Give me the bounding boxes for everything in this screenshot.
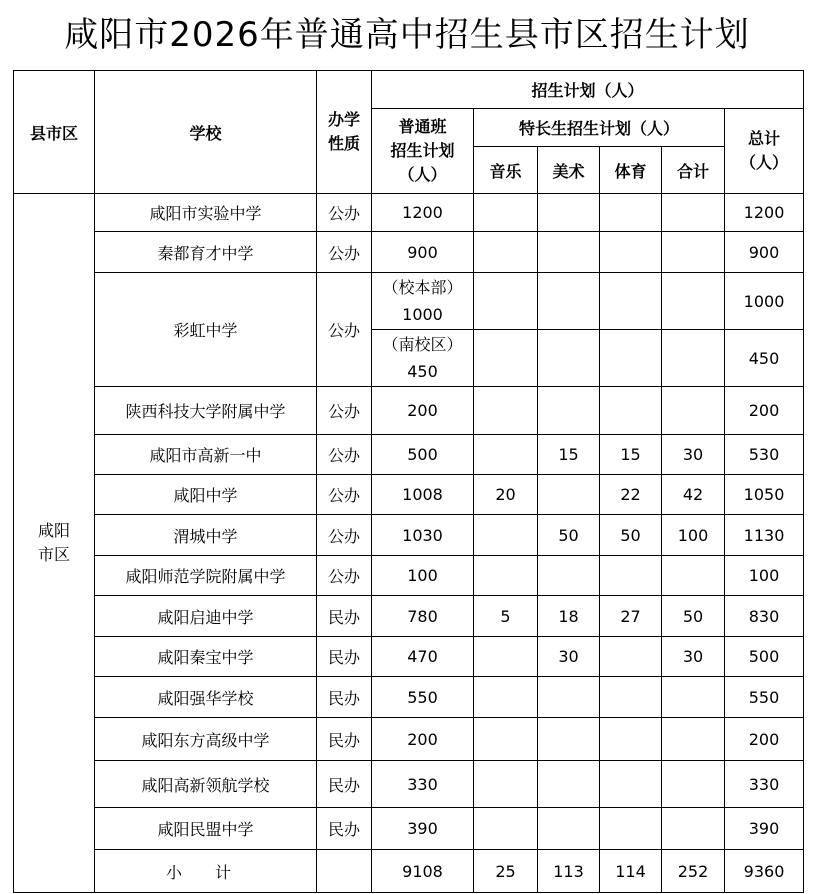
- regular-cell: 550: [372, 677, 474, 718]
- music-cell: [474, 515, 538, 556]
- pe-cell: 50: [600, 515, 662, 556]
- school-cell: 陕西科技大学附属中学: [95, 387, 317, 435]
- regular-cell: 1030: [372, 515, 474, 556]
- total-cell: 900: [725, 232, 804, 273]
- art-cell: [538, 475, 600, 515]
- subtotal-regular: 9108: [372, 850, 474, 893]
- pe-cell: [600, 718, 662, 761]
- special-sum-cell: [662, 808, 725, 850]
- table-row: [14, 475, 804, 515]
- total-cell: 1200: [725, 194, 804, 232]
- total-cell: 1000: [725, 273, 804, 330]
- table-row: [14, 232, 804, 273]
- nature-cell: 公办: [317, 232, 372, 273]
- table-row: [14, 435, 804, 475]
- school-cell: 咸阳民盟中学: [95, 808, 317, 850]
- subtotal-music: 25: [474, 850, 538, 893]
- art-cell: [538, 387, 600, 435]
- total-cell: 450: [725, 330, 804, 387]
- pe-cell: [600, 273, 662, 330]
- regular-cell: 780: [372, 596, 474, 637]
- nature-cell: 公办: [317, 387, 372, 435]
- special-sum-cell: 42: [662, 475, 725, 515]
- nature-cell: 民办: [317, 637, 372, 677]
- pe-cell: [600, 194, 662, 232]
- art-cell: 18: [538, 596, 600, 637]
- school-cell: 咸阳师范学院附属中学: [95, 556, 317, 596]
- total-cell: 1050: [725, 475, 804, 515]
- school-header: 学校: [95, 71, 317, 194]
- pe-cell: [600, 232, 662, 273]
- total-cell: 830: [725, 596, 804, 637]
- regular-cell: 470: [372, 637, 474, 677]
- page-title: 咸阳市2026年普通高中招生县市区招生计划: [64, 15, 750, 55]
- county-header: 县市区: [14, 71, 95, 194]
- school-cell: 咸阳秦宝中学: [95, 637, 317, 677]
- regular-cell: 900: [372, 232, 474, 273]
- regular-header-line: 普通班: [398, 117, 447, 136]
- special-plan-header: 特长生招生计划（人）: [474, 109, 725, 147]
- total-cell: 200: [725, 718, 804, 761]
- music-cell: [474, 330, 538, 387]
- header-row: [14, 71, 804, 109]
- special-sum-cell: 30: [662, 435, 725, 475]
- nature-header: [317, 71, 372, 194]
- special-sum-cell: [662, 330, 725, 387]
- enrollment-plan-table: [13, 70, 804, 893]
- total-cell: 330: [725, 761, 804, 808]
- campus-label: （南校区）: [382, 335, 463, 354]
- pe-cell: [600, 637, 662, 677]
- special-sum-cell: [662, 556, 725, 596]
- art-cell: [538, 761, 600, 808]
- total-header-line: （人）: [740, 153, 789, 172]
- school-cell: 咸阳市实验中学: [95, 194, 317, 232]
- regular-cell-south-campus: [372, 330, 474, 387]
- total-cell: 550: [725, 677, 804, 718]
- school-cell: 秦都育才中学: [95, 232, 317, 273]
- table-row: [14, 556, 804, 596]
- table-row: [14, 515, 804, 556]
- music-cell: [474, 435, 538, 475]
- campus-value: 450: [407, 362, 438, 381]
- special-sum-cell: 50: [662, 596, 725, 637]
- total-cell: 500: [725, 637, 804, 677]
- table-row: [14, 718, 804, 761]
- music-cell: 5: [474, 596, 538, 637]
- school-cell: 咸阳中学: [95, 475, 317, 515]
- music-cell: [474, 387, 538, 435]
- pe-cell: [600, 761, 662, 808]
- total-cell: 390: [725, 808, 804, 850]
- regular-cell: 500: [372, 435, 474, 475]
- regular-cell: 1008: [372, 475, 474, 515]
- campus-label: （校本部）: [382, 278, 463, 297]
- school-cell: 咸阳高新领航学校: [95, 761, 317, 808]
- table-row: [14, 596, 804, 637]
- nature-cell: 公办: [317, 556, 372, 596]
- subtotal-special-sum: 252: [662, 850, 725, 893]
- pe-cell: 27: [600, 596, 662, 637]
- table-row: [14, 273, 804, 330]
- total-cell: 200: [725, 387, 804, 435]
- special-sum-cell: [662, 387, 725, 435]
- regular-cell-main-campus: [372, 273, 474, 330]
- county-cell: [14, 194, 95, 893]
- art-cell: 15: [538, 435, 600, 475]
- special-sum-header: 合计: [662, 147, 725, 194]
- subtotal-art: 113: [538, 850, 600, 893]
- nature-cell: 公办: [317, 515, 372, 556]
- regular-plan-header: [372, 109, 474, 194]
- county-cell-line: 市区: [37, 545, 70, 564]
- special-sum-cell: [662, 718, 725, 761]
- art-header: 美术: [538, 147, 600, 194]
- pe-cell: [600, 556, 662, 596]
- pe-cell: 15: [600, 435, 662, 475]
- art-cell: [538, 273, 600, 330]
- art-cell: [538, 330, 600, 387]
- pe-cell: [600, 330, 662, 387]
- special-sum-cell: [662, 194, 725, 232]
- music-cell: [474, 556, 538, 596]
- total-cell: 530: [725, 435, 804, 475]
- pe-cell: [600, 677, 662, 718]
- regular-cell: 1200: [372, 194, 474, 232]
- school-cell: 咸阳东方高级中学: [95, 718, 317, 761]
- total-cell: 1130: [725, 515, 804, 556]
- regular-cell: 200: [372, 718, 474, 761]
- nature-header-line: 办学: [327, 110, 360, 129]
- subtotal-total: 9360: [725, 850, 804, 893]
- art-cell: [538, 677, 600, 718]
- music-cell: 20: [474, 475, 538, 515]
- music-cell: [474, 761, 538, 808]
- school-cell: 咸阳强华学校: [95, 677, 317, 718]
- music-cell: [474, 808, 538, 850]
- music-cell: [474, 677, 538, 718]
- special-sum-cell: 100: [662, 515, 725, 556]
- school-cell: 咸阳市高新一中: [95, 435, 317, 475]
- table-row: [14, 808, 804, 850]
- music-cell: [474, 718, 538, 761]
- music-header: 音乐: [474, 147, 538, 194]
- nature-cell: 公办: [317, 475, 372, 515]
- art-cell: [538, 232, 600, 273]
- nature-cell: [317, 850, 372, 893]
- art-cell: [538, 808, 600, 850]
- art-cell: 30: [538, 637, 600, 677]
- nature-header-line: 性质: [327, 134, 360, 153]
- total-cell: 100: [725, 556, 804, 596]
- total-header-line: 总计: [748, 129, 781, 148]
- total-header: [725, 109, 804, 194]
- pe-header: 体育: [600, 147, 662, 194]
- regular-header-line: （人）: [398, 165, 447, 184]
- pe-cell: 22: [600, 475, 662, 515]
- school-cell: 彩虹中学: [95, 273, 317, 387]
- pe-cell: [600, 387, 662, 435]
- nature-cell: 民办: [317, 596, 372, 637]
- special-sum-cell: [662, 677, 725, 718]
- music-cell: [474, 232, 538, 273]
- regular-cell: 200: [372, 387, 474, 435]
- county-cell-line: 咸阳: [37, 521, 70, 540]
- music-cell: [474, 273, 538, 330]
- music-cell: [474, 637, 538, 677]
- art-cell: [538, 718, 600, 761]
- table-row: [14, 677, 804, 718]
- subtotal-row: [14, 850, 804, 893]
- subtotal-label: 小 计: [95, 850, 317, 893]
- plan-header: 招生计划（人）: [372, 71, 804, 109]
- nature-cell: 公办: [317, 194, 372, 232]
- school-cell: 咸阳启迪中学: [95, 596, 317, 637]
- campus-value: 1000: [402, 305, 443, 324]
- art-cell: [538, 194, 600, 232]
- special-sum-cell: [662, 232, 725, 273]
- regular-cell: 100: [372, 556, 474, 596]
- nature-cell: 民办: [317, 677, 372, 718]
- school-cell: 渭城中学: [95, 515, 317, 556]
- nature-cell: 民办: [317, 718, 372, 761]
- nature-cell: 公办: [317, 273, 372, 387]
- special-sum-cell: 30: [662, 637, 725, 677]
- regular-cell: 330: [372, 761, 474, 808]
- special-sum-cell: [662, 273, 725, 330]
- special-sum-cell: [662, 761, 725, 808]
- nature-cell: 民办: [317, 808, 372, 850]
- subtotal-pe: 114: [600, 850, 662, 893]
- art-cell: [538, 556, 600, 596]
- table-row: [14, 194, 804, 232]
- table-row: [14, 637, 804, 677]
- regular-header-line: 招生计划: [390, 141, 455, 160]
- table-row: [14, 761, 804, 808]
- music-cell: [474, 194, 538, 232]
- pe-cell: [600, 808, 662, 850]
- table-row: [14, 387, 804, 435]
- art-cell: 50: [538, 515, 600, 556]
- nature-cell: 民办: [317, 761, 372, 808]
- regular-cell: 390: [372, 808, 474, 850]
- nature-cell: 公办: [317, 435, 372, 475]
